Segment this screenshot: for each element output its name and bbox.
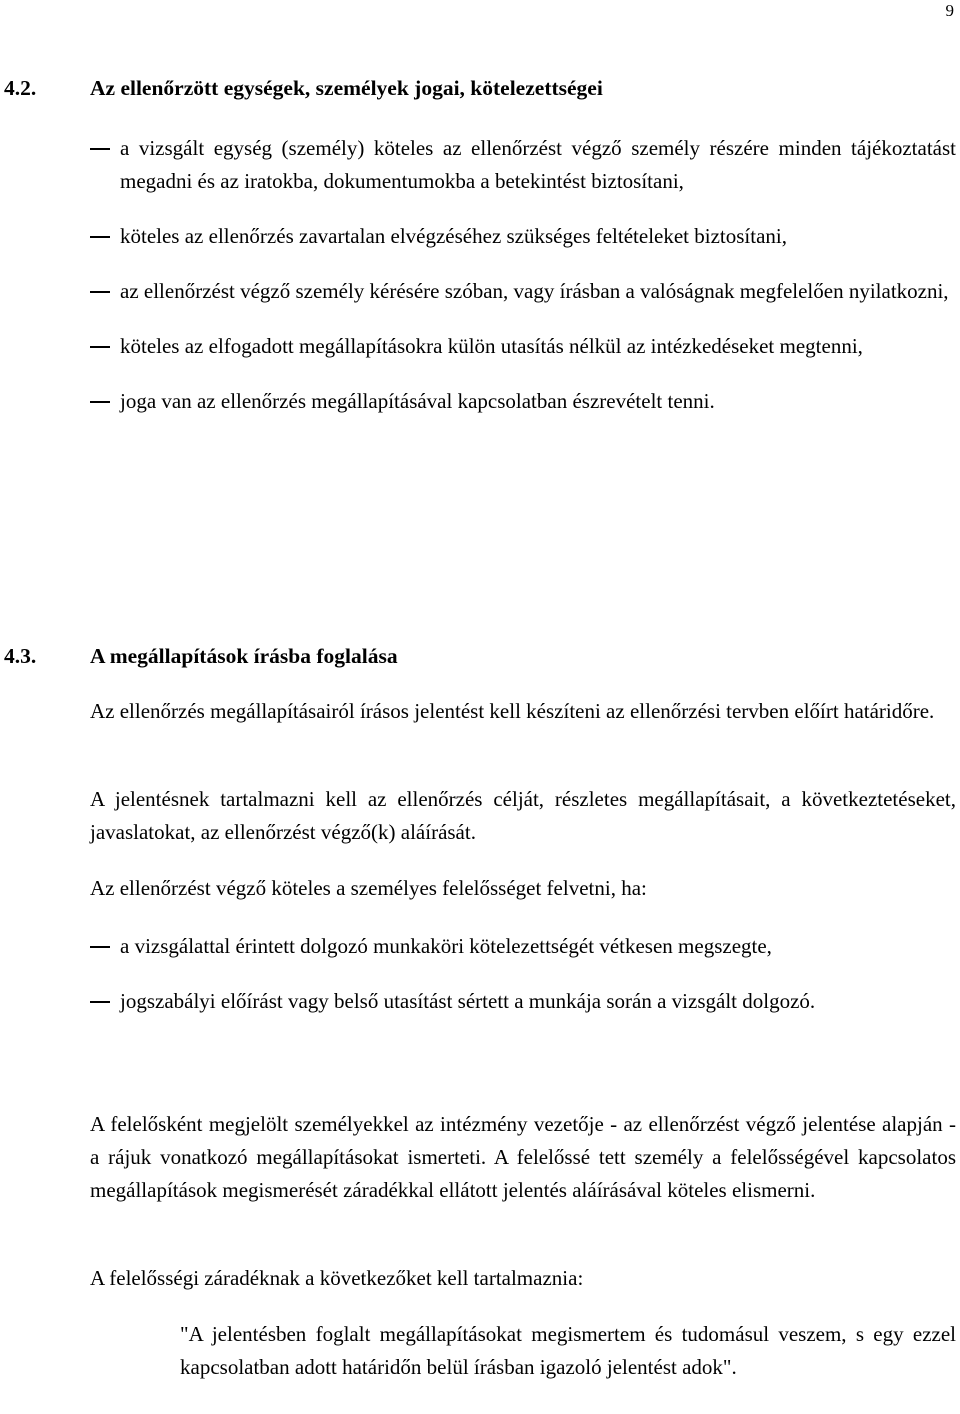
list-item: a vizsgált egység (személy) köteles az ellenőrzést végző személy részére minden tájékoztatást megadni és az iratokba, dokumentumokba a betekintést biztosítani, [90,132,956,198]
responsibility-conditions-list [90,930,956,1018]
dash-bullet-icon [90,236,110,238]
section-title: A megállapítások írásba foglalása [90,644,398,668]
dash-bullet-icon [90,148,110,150]
paragraph-responsible-persons: A felelősként megjelölt személyekkel az intézmény vezetője - az ellenőrzést végző jelentése alapján - a rájuk vonatkozó megállapításokat ismerteti. A felelőssé tett személy a felelősségével kapcsolatos megállapítások megismerését záradékkal ellátott jelentés aláírásával köteles elismerni. [90,1112,956,1202]
section-number: 4.2. [4,76,37,100]
paragraph-responsibility-intro: Az ellenőrzést végző köteles a személyes felelősséget felvetni, ha: [90,876,647,900]
dash-bullet-icon [90,946,110,948]
list-item: köteles az elfogadott megállapításokra külön utasítás nélkül az intézkedéseket megtenni, [90,330,956,363]
rights-obligations-list [90,132,956,418]
section-title: Az ellenőrzött egységek, személyek jogai, kötelezettségei [90,76,603,100]
section-heading-4-3 [4,640,904,673]
dash-bullet-icon [90,291,110,293]
clause-quote: "A jelentésben foglalt megállapításokat megismertem és tudomásul veszem, s egy ezzel kapcsolatban adott határidőn belül írásban igazoló jelentést adok". [180,1322,956,1379]
paragraph-clause-requirements: A felelősségi záradéknak a következőket kell tartalmaznia: [90,1266,584,1290]
list-item: köteles az ellenőrzés zavartalan elvégzéséhez szükséges feltételeket biztosítani, [90,220,956,253]
page-number: 9 [945,1,954,20]
list-item: jogszabályi előírást vagy belső utasítást sértett a munkája során a vizsgált dolgozó. [90,985,956,1018]
dash-bullet-icon [90,401,110,403]
list-item: a vizsgálattal érintett dolgozó munkaköri kötelezettségét vétkesen megszegte, [90,930,956,963]
list-item: az ellenőrzést végző személy kérésére szóban, vagy írásban a valóságnak megfelelően nyilatkozni, [90,275,956,308]
section-number: 4.3. [4,644,37,668]
dash-bullet-icon [90,1001,110,1003]
list-item: joga van az ellenőrzés megállapításával kapcsolatban észrevételt tenni. [90,385,956,418]
dash-bullet-icon [90,346,110,348]
paragraph-report-content: A jelentésnek tartalmazni kell az ellenőrzés célját, részletes megállapításait, a következtetéseket, javaslatokat, az ellenőrzést végző(k) aláírását. [90,787,956,844]
paragraph-report-deadline: Az ellenőrzés megállapításairól írásos jelentést kell készíteni az ellenőrzési tervben előírt határidőre. [90,699,935,723]
section-heading-4-2 [4,72,904,105]
